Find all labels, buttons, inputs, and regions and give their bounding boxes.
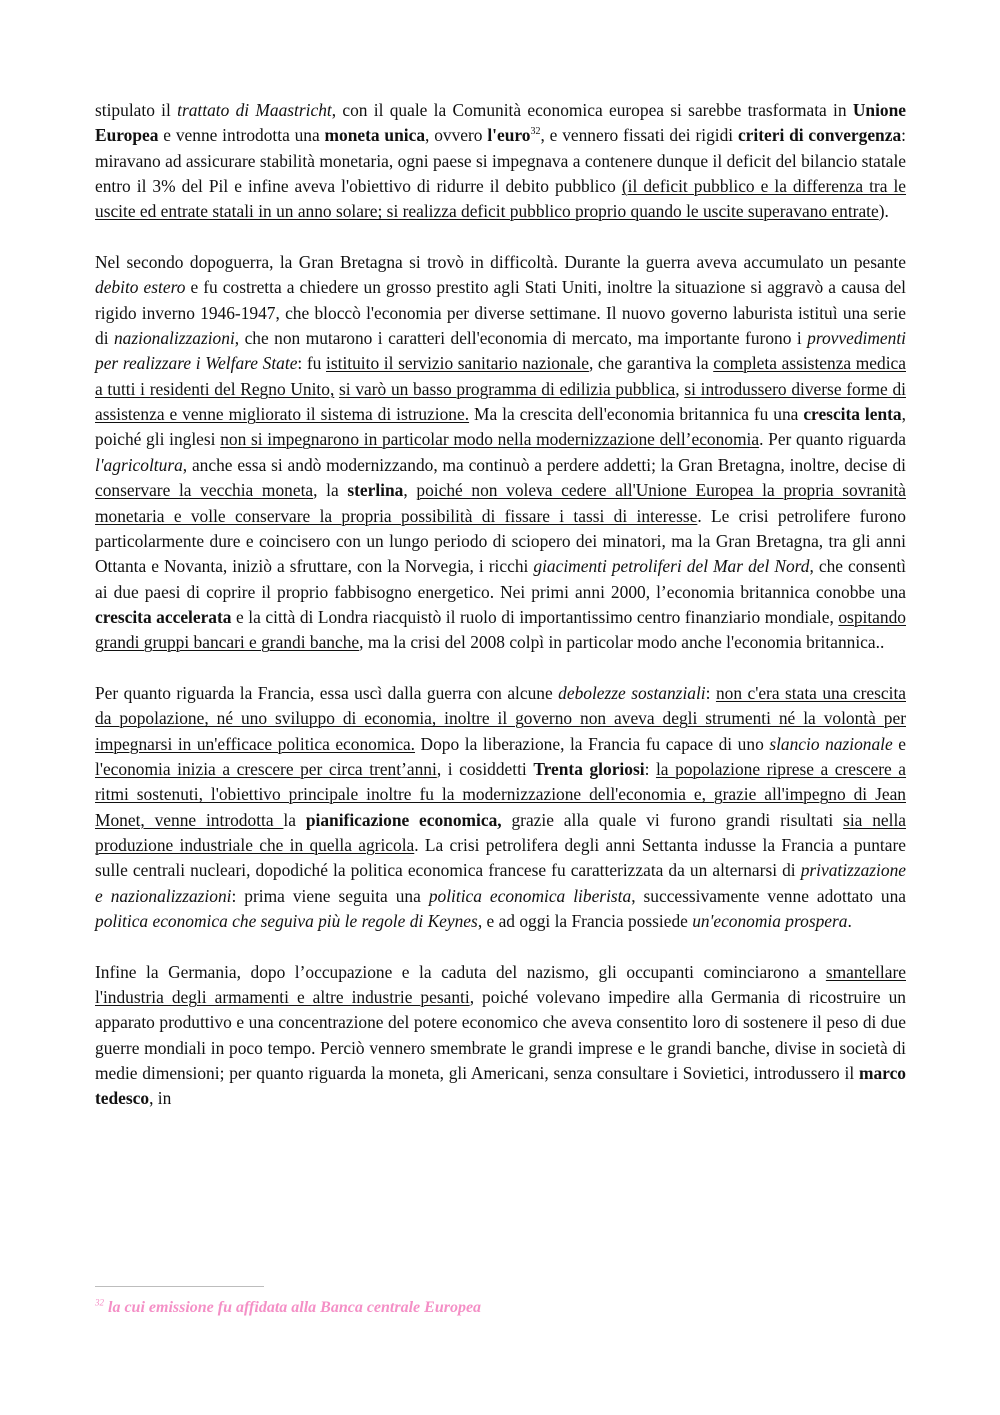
- text-run: e venne introdotta una: [158, 125, 325, 146]
- text-run: , con il quale la Comunità economica europea si sarebbe trasformata in: [331, 100, 853, 120]
- text-run: , e ad oggi la Francia possiede: [477, 911, 693, 931]
- text-run: Nel secondo dopoguerra, la Gran Bretagna si trovò in difficoltà. Durante la guerra aveva accumulato un pesante: [95, 252, 906, 273]
- underlined-text: non si impegnarono in particolar modo nella modernizzazione dell’economia: [220, 429, 760, 450]
- bold-text: moneta unica: [324, 125, 426, 146]
- text-run: . Per quanto riguarda: [759, 429, 907, 450]
- italic-text: provvedimenti per realizzare i Welfare State: [95, 328, 906, 374]
- text-run: : prima viene seguita una: [231, 885, 429, 906]
- bold-text: criteri di convergenza: [737, 125, 902, 146]
- underlined-text: non c'era stata una crescita da popolazione, né uno sviluppo di economia, inoltre il governo non aveva degli strumenti né la volontà per impegnarsi in un'efficace politica economica.: [95, 682, 906, 754]
- underlined-text: la popolazione riprese a crescere a ritmi sostenuti, l'obiettivo principale inoltre fu la modernizzazione dell'economia e, grazie all'impegno di Jean Monet, venne introdotta: [95, 758, 907, 830]
- text-run: ,: [675, 378, 685, 399]
- text-run: e la città di Londra riacquistò il ruolo di importantissimo centro finanziario mondiale,: [231, 606, 839, 627]
- bold-text: crescita lenta: [803, 404, 902, 425]
- text-run: ).: [878, 201, 889, 222]
- underlined-text: l'economia inizia a crescere per circa trent’anni: [95, 758, 437, 779]
- footnote-reference: 32: [530, 126, 541, 138]
- text-run: . Le crisi petrolifere furono particolarmente dure e coincisero con un lungo periodo di sciopero dei minatori, ma la Gran Bretagna, tra gli anni Ottanta e Novanta, iniziò a sfruttare, con la Norvegia, i ricchi: [95, 505, 906, 577]
- underlined-text: si varò un basso programma di edilizia pubblica: [339, 378, 676, 399]
- text-run: . La crisi petrolifera degli anni Settanta indusse la Francia a puntare sulle centrali nucleari, dopodiché la politica economica francese fu caratterizzata da un alternarsi di: [95, 834, 906, 881]
- italic-text: politica economica che seguiva più le regole di Keynes: [95, 911, 478, 931]
- bold-text: sterlina: [347, 480, 404, 501]
- italic-text: slancio nazionale: [769, 733, 893, 754]
- underlined-text: poiché non voleva cedere all'Unione Europea la propria sovranità monetaria e volle conservare la propria possibilità di fissare i tassi di interesse: [95, 480, 906, 526]
- text-run: Dopo la liberazione, la Francia fu capace di uno: [415, 733, 770, 754]
- text-run: Per quanto riguarda la Francia, essa uscì dalla guerra con alcune: [95, 682, 559, 703]
- footnote: [95, 1299, 481, 1317]
- italic-text: debito estero: [95, 277, 186, 298]
- paragraph-francia: [95, 681, 906, 934]
- text-run: : miravano ad assicurare stabilità monetaria, ogni paese si impegnava a contenere dunque il deficit del bilancio statale entro il 3% del Pil e infine aveva l'obiettivo di ridurre il debito pubblico: [95, 125, 906, 197]
- underlined-text: (il deficit pubblico e la differenza tra le uscite ed entrate statali in un anno solare; si realizza deficit pubblico proprio quando le uscite superavano entrate: [95, 176, 907, 222]
- text-run: , successivamente venne adottato una: [631, 885, 906, 906]
- text-run: .: [847, 911, 852, 931]
- text-run: , che non mutarono i caratteri dell'economia di mercato, ma importante furono i: [234, 328, 808, 349]
- underlined-text: conservare la vecchia moneta: [95, 480, 314, 501]
- italic-text: trattato di Maastricht: [177, 100, 332, 120]
- text-run: , ovvero: [425, 125, 488, 146]
- text-run: : fu: [297, 353, 327, 374]
- paragraph-gran-bretagna: [95, 250, 906, 656]
- bold-text: Trenta gloriosi: [533, 758, 645, 779]
- text-run: e: [892, 733, 906, 754]
- text-run: , che garantiva la: [588, 353, 714, 374]
- text-run: , in: [149, 1088, 172, 1109]
- footnote-separator: [95, 1286, 264, 1287]
- paragraph-maastricht: [95, 98, 906, 225]
- text-run: , poiché gli inglesi: [95, 404, 906, 450]
- bold-text: pianificazione economica,: [305, 809, 502, 830]
- bold-text: marco tedesco: [95, 1063, 906, 1109]
- underlined-text: completa assistenza medica a tutti i residenti del Regno Unito,: [95, 353, 906, 399]
- text-run: , anche essa si andò modernizzando, ma continuò a perdere addetti; la Gran Bretagna, inoltre, decise di: [182, 454, 906, 475]
- document-body: [95, 98, 906, 1112]
- footnote-text: la cui emissione fu affidata alla Banca centrale Europea: [104, 1299, 482, 1316]
- text-run: , e vennero fissati dei rigidi: [540, 125, 738, 146]
- italic-text: giacimenti petroliferi del Mar del Nord: [533, 556, 810, 577]
- underlined-text: ospitando grandi gruppi bancari e grandi banche: [95, 606, 906, 653]
- text-run: , ma la crisi del 2008 colpì in particolar modo anche l'economia britannica..: [359, 632, 885, 653]
- text-run: grazie alla quale vi furono grandi risultati: [501, 809, 844, 830]
- italic-text: nazionalizzazioni: [113, 328, 235, 349]
- bold-text: l'euro: [487, 125, 531, 146]
- underlined-text: si introdussero diverse forme di assistenza e venne migliorato il sistema di istruzione.: [95, 378, 906, 425]
- text-run: , i cosiddetti: [436, 758, 534, 779]
- paragraph-germania: [95, 960, 906, 1112]
- italic-text: privatizzazione e nazionalizzazioni: [95, 860, 906, 906]
- italic-text: l'agricoltura: [95, 454, 183, 475]
- text-run: Infine la Germania, dopo l’occupazione e la caduta del nazismo, gli occupanti cominciarono a: [95, 961, 826, 982]
- text-run: , che consentì ai due paesi di coprire il proprio fabbisogno energetico. Nei primi anni 2000, l’economia britannica conobbe una: [95, 556, 906, 602]
- text-run: , poiché volevano impedire alla Germania di ricostruire un apparato produttivo e una concentrazione del potere economico che aveva consentito loro di sostenere il peso di due guerre mondiali in poco tempo. Perciò vennero smembrate le grandi imprese e le grandi banche, divise in società di medie dimensioni; per quanto riguarda la moneta, gli Americani, senza consultare i Sovietici, introdussero il: [95, 987, 906, 1084]
- italic-text: un'economia prospera: [692, 911, 848, 931]
- underlined-text: istituito il servizio sanitario nazionale: [326, 353, 589, 374]
- bold-text: Unione Europea: [95, 100, 906, 146]
- underlined-text: sia nella produzione industriale che in quella agricola: [95, 809, 907, 855]
- bold-text: crescita accelerata: [95, 606, 232, 627]
- text-run: :: [644, 758, 656, 779]
- text-run: e fu costretta a chiedere un grosso prestito agli Stati Uniti, inoltre la situazione si aggravò a causa del rigido inverno 1946-1947, che bloccò l'economia per diverse settimane. Il nuovo governo laburista istituì una serie di: [95, 277, 906, 349]
- underlined-text: smantellare l'industria degli armamenti e altre industrie pesanti: [95, 961, 906, 1008]
- text-run: Ma la crescita dell'economia britannica fu una: [469, 404, 804, 425]
- footnote-marker: 32: [95, 1297, 104, 1308]
- text-run: :: [705, 682, 716, 703]
- text-run: stipulato il: [95, 100, 178, 120]
- text-run: , la: [313, 480, 348, 501]
- text-run: ,: [403, 480, 417, 501]
- italic-text: politica economica liberista: [428, 885, 632, 906]
- text-run: la: [283, 809, 306, 830]
- italic-text: debolezze sostanziali: [558, 682, 706, 703]
